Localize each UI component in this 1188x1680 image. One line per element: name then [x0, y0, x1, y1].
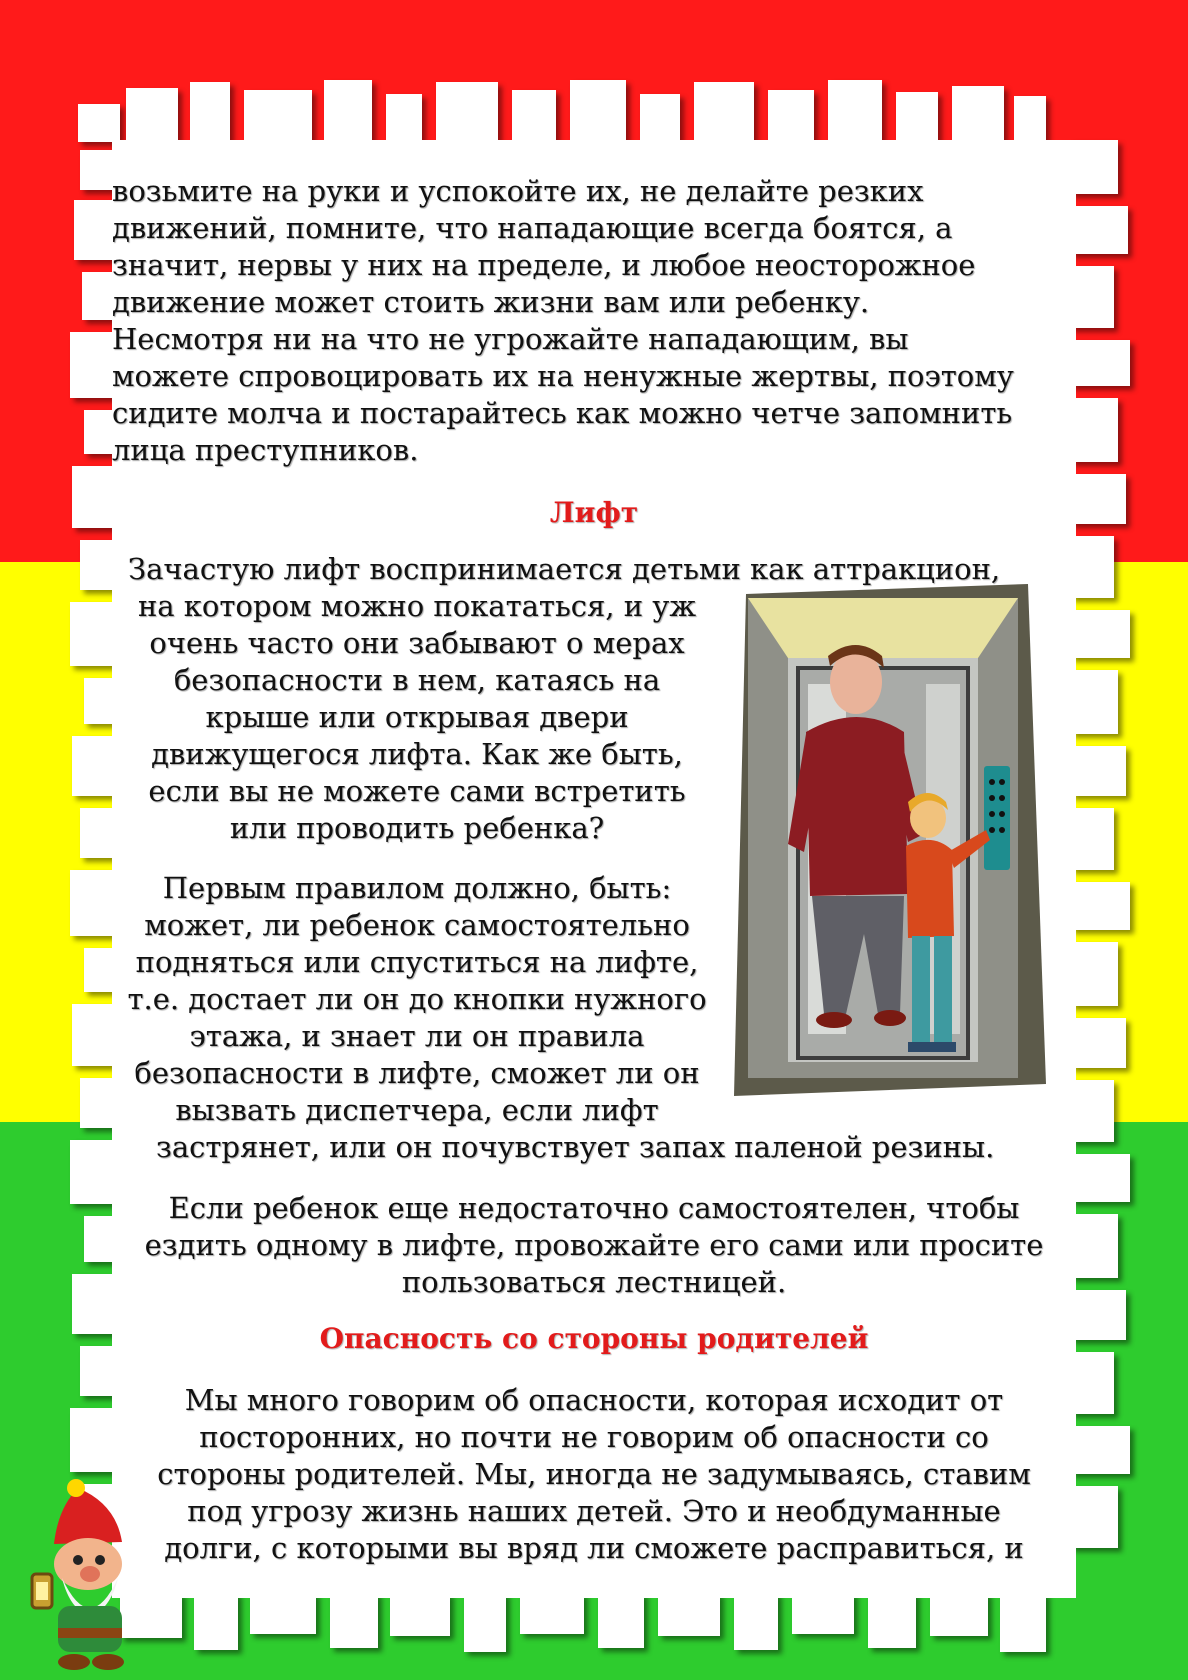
parents-heading: Опасность со стороны родителей: [319, 1322, 869, 1355]
elevator-illustration: [728, 584, 1048, 1104]
elevator-line: Зачастую лифт воспринимается детьми как аттракцион,: [128, 552, 1001, 586]
elevator-line: или проводить ребенка?: [229, 811, 605, 845]
parents-line: стороны родителей. Мы, иногда не задумываясь, ставим: [157, 1457, 1031, 1491]
rule-line: этажа, и знает ли он правила: [189, 1019, 645, 1053]
stairs-line: ездить одному в лифте, провожайте его сами или просите: [144, 1228, 1044, 1262]
rule-line: может, ли ребенок самостоятельно: [144, 908, 690, 942]
elevator-heading: Лифт: [549, 496, 639, 529]
intro-line: лица преступников.: [112, 433, 419, 467]
intro-line: движений, помните, что нападающие всегда боятся, а: [112, 211, 953, 245]
parents-line: под угрозу жизнь наших детей. Это и необдуманные: [187, 1494, 1001, 1528]
rule-line: подняться или спуститься на лифте,: [135, 945, 699, 979]
parents-line: посторонних, но почти не говорим об опасности со: [199, 1420, 989, 1454]
rule-line: т.е. достает ли он до кнопки нужного: [127, 982, 707, 1016]
stairs-line: пользоваться лестницей.: [401, 1265, 787, 1299]
elevator-line: на котором можно покататься, и уж: [137, 589, 697, 623]
rule-line: вызвать диспетчера, если лифт: [175, 1093, 659, 1127]
gnome-illustration: [18, 1478, 168, 1674]
rule-line: безопасности в лифте, сможет ли он: [134, 1056, 700, 1090]
intro-line: значит, нервы у них на пределе, и любое неосторожное: [112, 248, 976, 282]
rule-line: застрянет, или он почувствует запах паленой резины.: [156, 1130, 995, 1164]
stairs-line: Если ребенок еще недостаточно самостоятелен, чтобы: [168, 1191, 1020, 1225]
intro-line: Несмотря ни на что не угрожайте нападающим, вы: [112, 322, 909, 356]
elevator-line: безопасности в нем, катаясь на: [173, 663, 661, 697]
parents-line: долги, с которыми вы вряд ли сможете расправиться, и: [164, 1531, 1024, 1565]
intro-line: возьмите на руки и успокойте их, не делайте резких: [112, 174, 924, 208]
parents-line: Мы много говорим об опасности, которая исходит от: [184, 1383, 1004, 1417]
rule-line: Первым правилом должно, быть:: [162, 871, 672, 905]
intro-line: можете спровоцировать их на ненужные жертвы, поэтому: [112, 359, 1014, 393]
elevator-line: очень часто они забывают о мерах: [149, 626, 685, 660]
elevator-line: крыше или открывая двери: [205, 700, 629, 734]
elevator-line: если вы не можете сами встретить: [148, 774, 686, 808]
intro-line: движение может стоить жизни вам или ребенку.: [112, 285, 870, 319]
intro-line: сидите молча и постарайтесь как можно четче запомнить: [112, 396, 1013, 430]
elevator-line: движущегося лифта. Как же быть,: [151, 737, 683, 771]
